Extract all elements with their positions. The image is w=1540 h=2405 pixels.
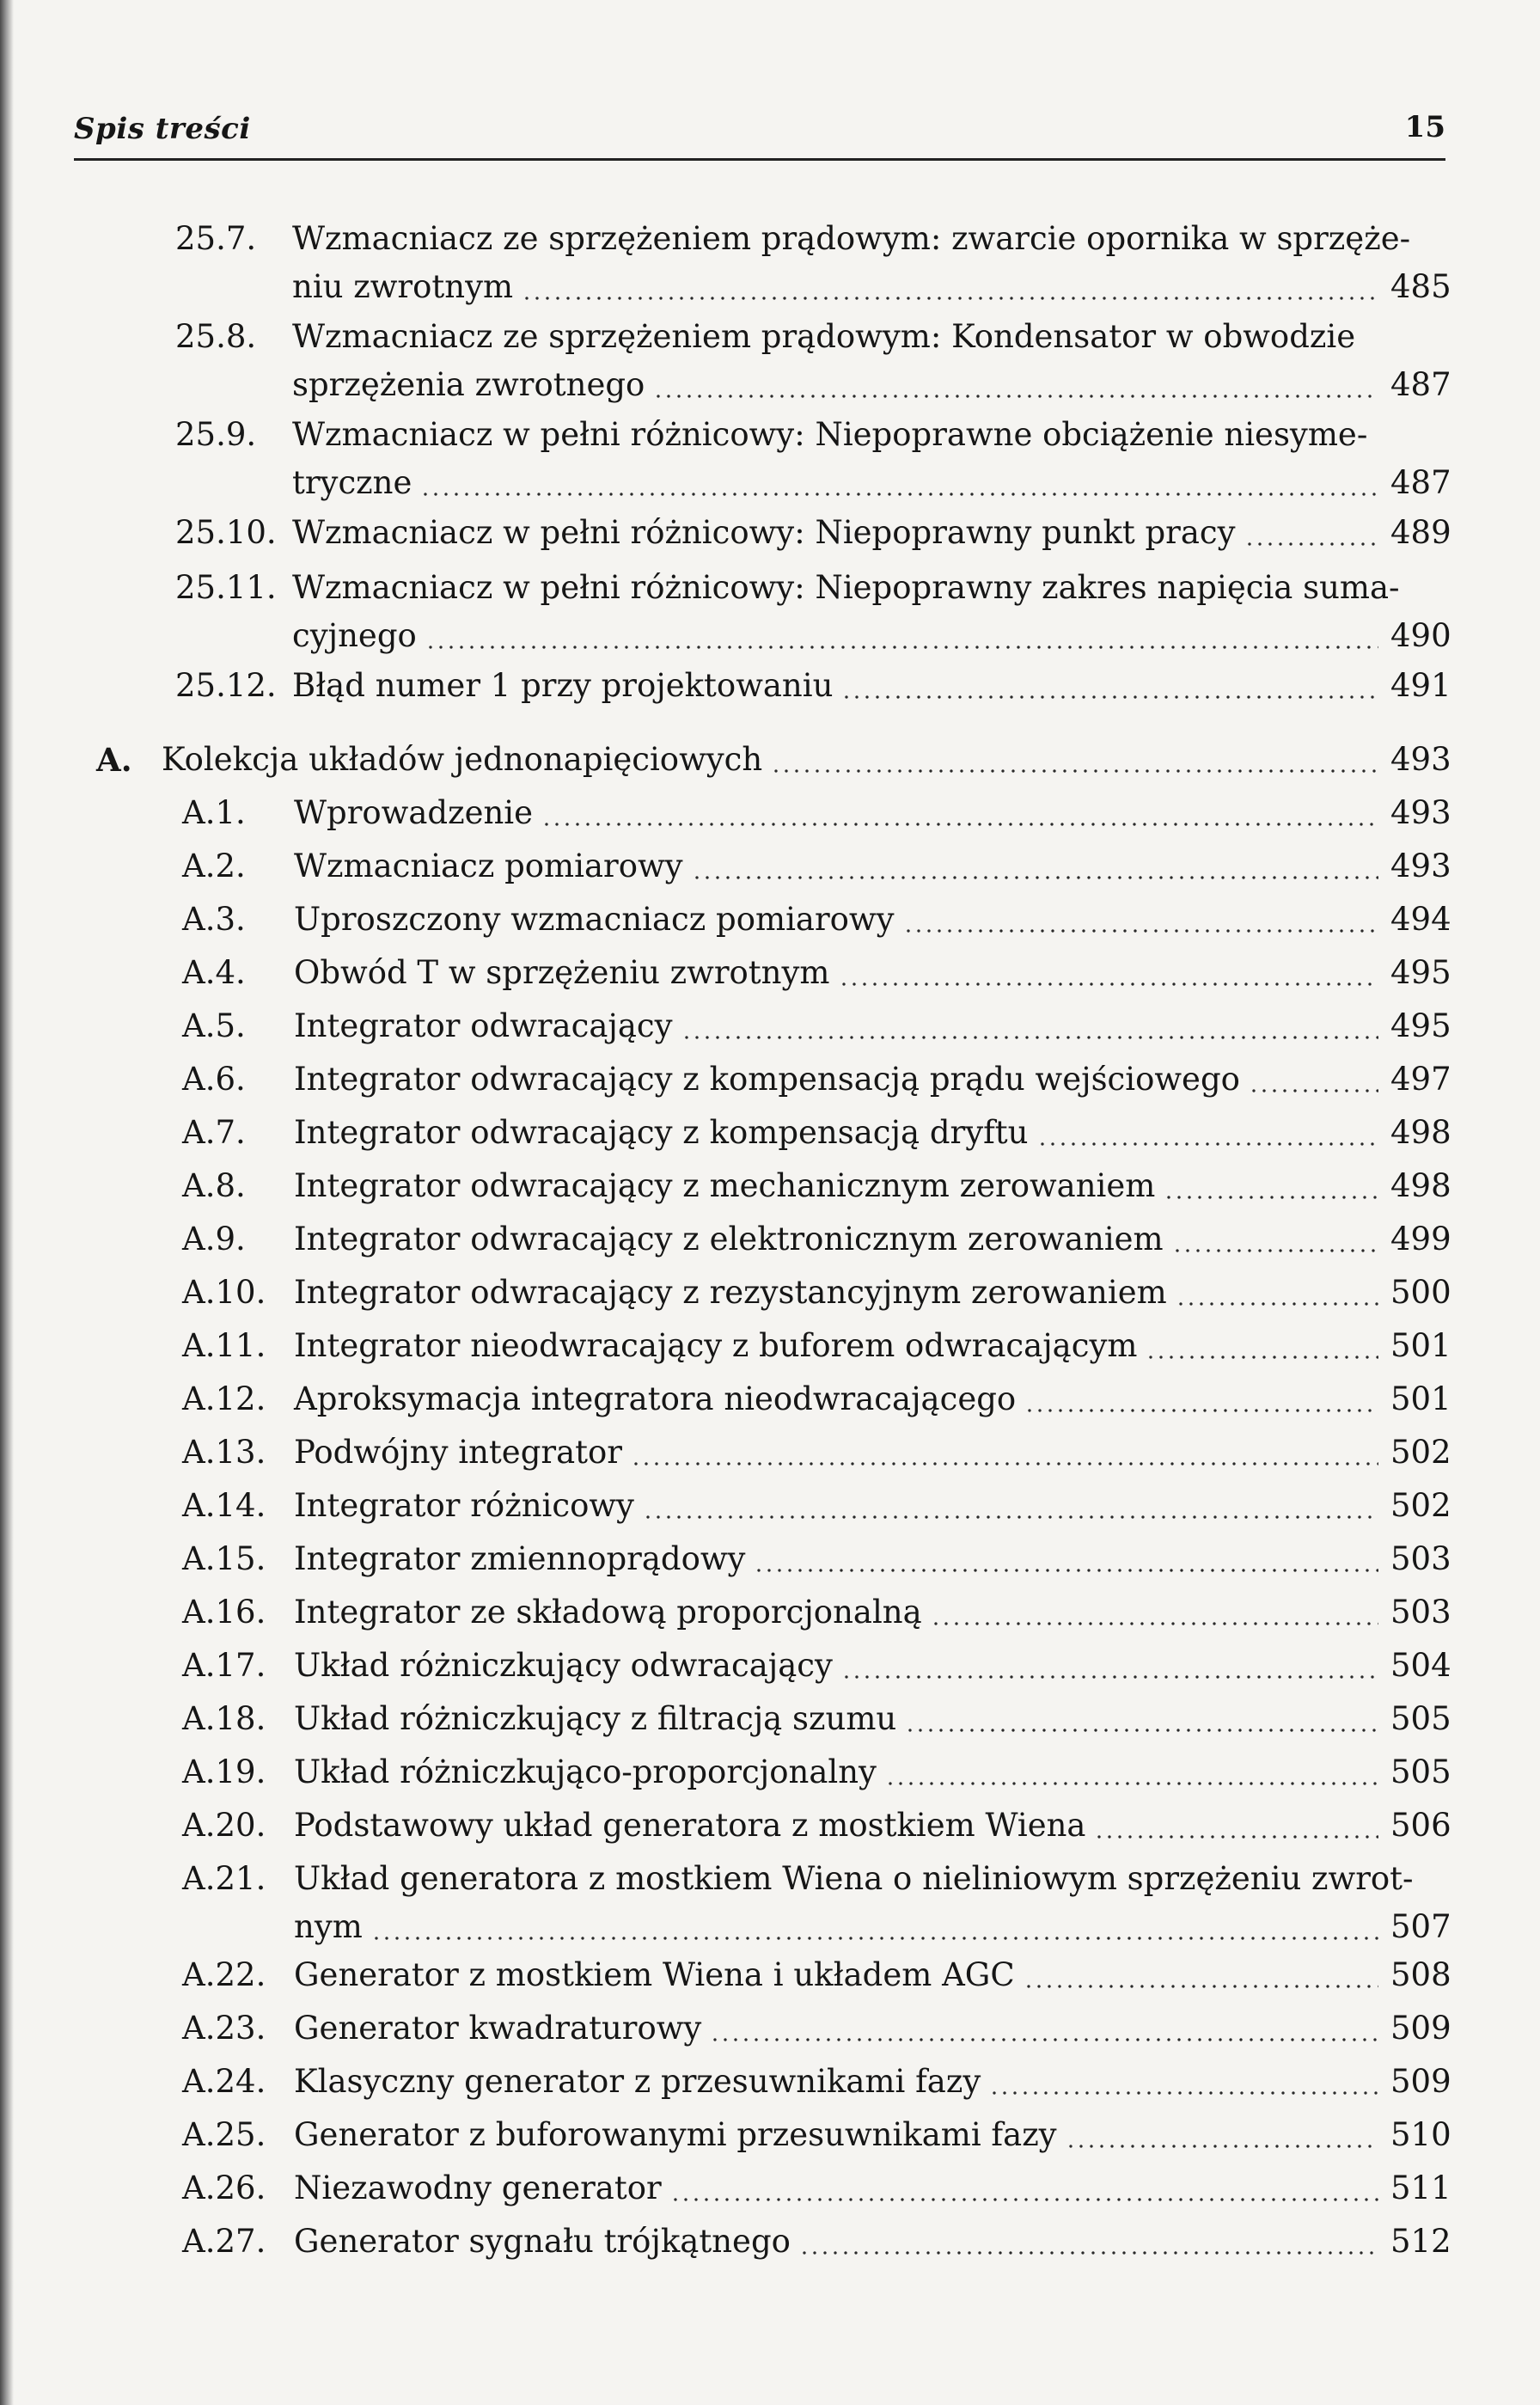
- entry-number: A.19.: [182, 1753, 266, 1790]
- entry-number: A.1.: [182, 794, 246, 831]
- entry-number: A.20.: [182, 1807, 266, 1844]
- dot-leader: [1244, 542, 1378, 546]
- entry-page-number: 502: [1390, 1487, 1451, 1524]
- entry-number: A.5.: [182, 1007, 246, 1044]
- entry-number: A.15.: [182, 1540, 266, 1577]
- entry-number: 25.8.: [175, 318, 257, 355]
- entry-number: A.: [96, 741, 132, 779]
- entry-number: A.3.: [182, 901, 246, 938]
- entry-page-number: 491: [1390, 667, 1451, 704]
- entry-number: 25.11.: [175, 569, 277, 606]
- entry-page-number: 511: [1390, 2169, 1451, 2206]
- entry-page-number: 495: [1390, 954, 1451, 991]
- entry-title-line: Wzmacniacz w pełni różnicowy: Niepoprawny zakres napięcia suma-: [292, 569, 1400, 606]
- entry-number: A.26.: [182, 2169, 266, 2206]
- entry-page-number: 490: [1390, 617, 1451, 654]
- entry-page-number: 489: [1390, 514, 1451, 551]
- entry-page-number: 495: [1390, 1007, 1451, 1044]
- dot-leader: [839, 982, 1379, 986]
- entry-title-line: Integrator zmiennoprądowy: [294, 1540, 746, 1577]
- dot-leader: [1024, 1985, 1378, 1988]
- entry-title-line: Integrator różnicowy: [294, 1487, 634, 1524]
- dot-leader: [885, 1782, 1378, 1785]
- entry-number: 25.9.: [175, 416, 257, 453]
- entry-title-line: sprzężenia zwrotnego: [292, 366, 645, 403]
- entry-number: A.10.: [182, 1274, 266, 1311]
- dot-leader: [1094, 1835, 1378, 1839]
- dot-leader: [989, 2091, 1378, 2095]
- entry-title-line: Integrator odwracający z kompensacją prądu wejściowego: [294, 1061, 1240, 1098]
- entry-number: A.4.: [182, 954, 246, 991]
- entry-page-number: 507: [1390, 1908, 1451, 1945]
- entry-page-number: 502: [1390, 1434, 1451, 1471]
- entry-number: A.13.: [182, 1434, 266, 1471]
- entry-title-line: Układ generatora z mostkiem Wiena o nieliniowym sprzężeniu zwrot-: [294, 1860, 1414, 1897]
- entry-title-line: Generator z mostkiem Wiena i układem AGC: [294, 1956, 1015, 1993]
- entry-number: A.14.: [182, 1487, 266, 1524]
- entry-page-number: 493: [1390, 848, 1451, 884]
- dot-leader: [931, 1622, 1378, 1625]
- entry-title-line: Integrator ze składową proporcjonalną: [294, 1594, 922, 1631]
- dot-leader: [799, 2251, 1378, 2255]
- entry-page-number: 500: [1390, 1274, 1451, 1311]
- dot-leader: [1024, 1409, 1378, 1412]
- entry-page-number: 506: [1390, 1807, 1451, 1844]
- entry-title-line: Wzmacniacz ze sprzężeniem prądowym: zwarcie opornika w sprzęże-: [292, 220, 1411, 257]
- dot-leader: [631, 1462, 1378, 1466]
- entry-page-number: 497: [1390, 1061, 1451, 1098]
- entry-number: 25.7.: [175, 220, 257, 257]
- entry-page-number: 512: [1390, 2223, 1451, 2260]
- entry-title-line: Integrator odwracający z elektronicznym zerowaniem: [294, 1221, 1164, 1258]
- entry-page-number: 498: [1390, 1167, 1451, 1204]
- entry-title-line: Generator kwadraturowy: [294, 2010, 702, 2047]
- entry-title-line: Uproszczony wzmacniacz pomiarowy: [294, 901, 895, 938]
- dot-leader: [1172, 1249, 1378, 1252]
- entry-number: A.25.: [182, 2116, 266, 2153]
- entry-page-number: 509: [1390, 2010, 1451, 2047]
- entry-title-line: niu zwrotnym: [292, 268, 514, 305]
- entry-title-line: Wzmacniacz w pełni różnicowy: Niepoprawny punkt pracy: [292, 514, 1236, 551]
- entry-number: A.21.: [182, 1860, 266, 1897]
- entry-title-line: Aproksymacja integratora nieodwracającego: [294, 1380, 1017, 1417]
- entry-title-line: Układ różniczkująco-proporcjonalny: [294, 1753, 877, 1790]
- entry-page-number: 493: [1390, 794, 1451, 831]
- entry-number: A.17.: [182, 1647, 266, 1684]
- entry-title-line: Klasyczny generator z przesuwnikami fazy: [294, 2063, 981, 2100]
- dot-leader: [1249, 1089, 1378, 1092]
- entry-title-line: tryczne: [292, 464, 412, 501]
- entry-number: A.12.: [182, 1380, 266, 1417]
- entry-title-line: Integrator odwracający z kompensacją dryftu: [294, 1114, 1029, 1151]
- dot-leader: [1146, 1355, 1378, 1359]
- dot-leader: [420, 493, 1378, 496]
- dot-leader: [522, 297, 1378, 300]
- entry-title-line: Błąd numer 1 przy projektowaniu: [292, 667, 834, 704]
- entry-title-line: cyjnego: [292, 617, 417, 654]
- dot-leader: [1164, 1196, 1378, 1199]
- dot-leader: [1066, 2145, 1378, 2148]
- entry-number: A.9.: [182, 1221, 246, 1258]
- dot-leader: [425, 646, 1378, 649]
- entry-page-number: 503: [1390, 1540, 1451, 1577]
- entry-page-number: 505: [1390, 1753, 1451, 1790]
- page-number: 15: [1404, 110, 1445, 144]
- entry-number: A.18.: [182, 1700, 266, 1737]
- entry-title-line: Układ różniczkujący z filtracją szumu: [294, 1700, 897, 1737]
- entry-title-line: Integrator odwracający: [294, 1007, 673, 1044]
- entry-number: A.22.: [182, 1956, 266, 1993]
- dot-leader: [653, 395, 1378, 398]
- entry-number: 25.10.: [175, 514, 277, 551]
- entry-title-line: Kolekcja układów jednonapięciowych: [162, 741, 763, 778]
- dot-leader: [541, 823, 1378, 826]
- entry-title-line: Generator sygnału trójkątnego: [294, 2223, 791, 2260]
- entry-number: A.11.: [182, 1327, 266, 1364]
- entry-title-line: Integrator odwracający z rezystancyjnym zerowaniem: [294, 1274, 1167, 1311]
- entry-page-number: 501: [1390, 1327, 1451, 1364]
- entry-title-line: Wzmacniacz ze sprzężeniem prądowym: Kondensator w obwodzie: [292, 318, 1356, 355]
- entry-page-number: 487: [1390, 464, 1451, 501]
- dot-leader: [841, 695, 1378, 699]
- entry-number: A.16.: [182, 1594, 266, 1631]
- dot-leader: [754, 1569, 1378, 1572]
- entry-page-number: 501: [1390, 1380, 1451, 1417]
- entry-title-line: Podwójny integrator: [294, 1434, 622, 1471]
- dot-leader: [710, 2038, 1378, 2041]
- dot-leader: [371, 1937, 1378, 1940]
- entry-number: A.8.: [182, 1167, 246, 1204]
- entry-page-number: 493: [1390, 741, 1451, 778]
- dot-leader: [905, 1729, 1378, 1732]
- entry-number: A.7.: [182, 1114, 246, 1151]
- entry-page-number: 508: [1390, 1956, 1451, 1993]
- entry-number: A.23.: [182, 2010, 266, 2047]
- entry-number: A.2.: [182, 848, 246, 884]
- dot-leader: [670, 2198, 1378, 2201]
- dot-leader: [841, 1675, 1378, 1679]
- entry-page-number: 487: [1390, 366, 1451, 403]
- entry-title-line: Integrator nieodwracający z buforem odwracającym: [294, 1327, 1138, 1364]
- entry-number: A.24.: [182, 2063, 266, 2100]
- entry-page-number: 505: [1390, 1700, 1451, 1737]
- entry-page-number: 499: [1390, 1221, 1451, 1258]
- entry-page-number: 504: [1390, 1647, 1451, 1684]
- dot-leader: [1176, 1302, 1378, 1306]
- dot-leader: [771, 769, 1378, 773]
- entry-title-line: Integrator odwracający z mechanicznym zerowaniem: [294, 1167, 1156, 1204]
- dot-leader: [692, 876, 1378, 879]
- entry-title-line: Obwód T w sprzężeniu zwrotnym: [294, 954, 830, 991]
- entry-title-line: Wprowadzenie: [294, 794, 534, 831]
- entry-page-number: 503: [1390, 1594, 1451, 1631]
- entry-number: 25.12.: [175, 667, 277, 704]
- entry-title-line: nym: [294, 1908, 363, 1945]
- entry-title-line: Układ różniczkujący odwracający: [294, 1647, 833, 1684]
- entry-page-number: 510: [1390, 2116, 1451, 2153]
- entry-title-line: Podstawowy układ generatora z mostkiem Wiena: [294, 1807, 1086, 1844]
- entry-number: A.27.: [182, 2223, 266, 2260]
- dot-leader: [903, 929, 1378, 933]
- entry-title-line: Wzmacniacz pomiarowy: [294, 848, 683, 884]
- entry-page-number: 494: [1390, 901, 1451, 938]
- entry-title-line: Wzmacniacz w pełni różnicowy: Niepoprawne obciążenie niesyme-: [292, 416, 1368, 453]
- entry-page-number: 498: [1390, 1114, 1451, 1151]
- entry-title-line: Niezawodny generator: [294, 2169, 662, 2206]
- entry-page-number: 485: [1390, 268, 1451, 305]
- entry-title-line: Generator z buforowanymi przesuwnikami fazy: [294, 2116, 1057, 2153]
- running-title: Spis treści: [74, 112, 251, 146]
- dot-leader: [681, 1036, 1378, 1039]
- dot-leader: [643, 1515, 1378, 1519]
- entry-page-number: 509: [1390, 2063, 1451, 2100]
- entry-number: A.6.: [182, 1061, 246, 1098]
- dot-leader: [1037, 1142, 1379, 1146]
